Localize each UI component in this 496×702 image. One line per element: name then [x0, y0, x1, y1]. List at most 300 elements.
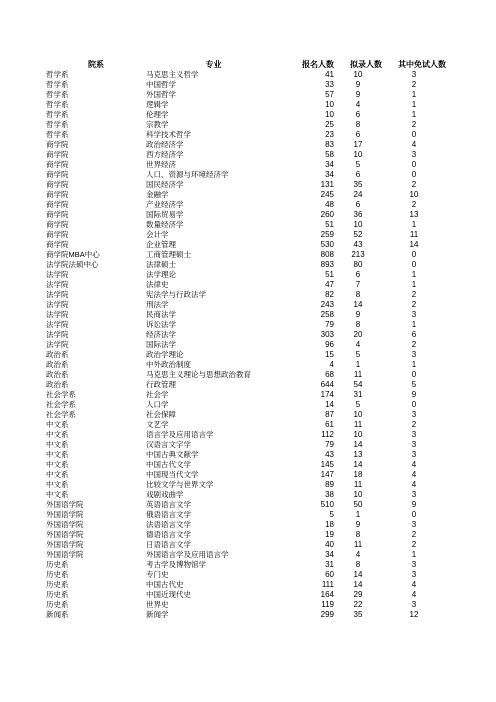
major-cell: 马克思主义理论与思想政治教育: [146, 370, 251, 379]
exempt-cell: 2: [411, 120, 417, 129]
applied-cell: 61: [325, 420, 334, 429]
admitted-cell: 8: [355, 290, 361, 299]
applied-cell: 79: [325, 440, 334, 449]
applied-cell: 87: [325, 410, 334, 419]
table-row: [46, 490, 446, 500]
table-row: [46, 400, 446, 410]
dept-cell: 中文系: [46, 490, 69, 499]
exempt-cell: 9: [411, 390, 417, 399]
applied-cell: 34: [325, 160, 334, 169]
table-row: [46, 200, 446, 210]
applied-cell: 808: [320, 250, 334, 259]
admitted-cell: 9: [355, 90, 361, 99]
major-cell: 中国哲学: [146, 80, 176, 89]
exempt-cell: 3: [411, 600, 417, 609]
major-cell: 社会保障: [146, 410, 176, 419]
admitted-cell: 18: [353, 470, 363, 479]
exempt-cell: 0: [411, 370, 417, 379]
major-cell: 国民经济学: [146, 180, 184, 189]
table-row: [46, 290, 446, 300]
applied-cell: 31: [325, 560, 334, 569]
exempt-cell: 1: [411, 320, 417, 329]
table-row: [46, 160, 446, 170]
admitted-cell: 80: [353, 260, 363, 269]
table-row: [46, 120, 446, 130]
exempt-cell: 12: [409, 610, 419, 619]
dept-cell: 中文系: [46, 420, 69, 429]
exempt-cell: 4: [411, 580, 417, 589]
admitted-cell: 9: [355, 310, 361, 319]
table-row: [46, 350, 446, 360]
major-cell: 科学技术哲学: [146, 130, 191, 139]
applied-cell: 51: [325, 270, 334, 279]
exempt-cell: 2: [411, 420, 417, 429]
table-row: [46, 340, 446, 350]
table-row: [46, 250, 446, 260]
exempt-cell: 2: [411, 340, 417, 349]
dept-cell: 中文系: [46, 430, 69, 439]
dept-cell: 商学院: [46, 230, 69, 239]
major-cell: 行政管理: [146, 380, 176, 389]
exempt-cell: 3: [411, 430, 417, 439]
table-row: [46, 140, 446, 150]
dept-cell: 中文系: [46, 440, 69, 449]
major-cell: 中外政治制度: [146, 360, 191, 369]
table-row: [46, 520, 446, 530]
admitted-cell: 9: [355, 520, 361, 529]
table-row: [46, 90, 446, 100]
dept-cell: 历史系: [46, 580, 69, 589]
table-row: [46, 560, 446, 570]
exempt-cell: 4: [411, 590, 417, 599]
exempt-cell: 0: [411, 250, 417, 259]
exempt-cell: 1: [411, 220, 417, 229]
exempt-cell: 3: [411, 150, 417, 159]
applied-cell: 25: [325, 120, 334, 129]
exempt-cell: 1: [411, 360, 417, 369]
dept-cell: 哲学系: [46, 70, 69, 79]
table-row: [46, 440, 446, 450]
major-cell: 中国近现代史: [146, 590, 191, 599]
applied-cell: 14: [325, 400, 334, 409]
admitted-cell: 6: [355, 200, 361, 209]
applied-cell: 34: [325, 550, 334, 559]
major-cell: 伦理学: [146, 110, 169, 119]
major-cell: 人口学: [146, 400, 169, 409]
exempt-cell: 0: [411, 160, 417, 169]
header-applied: 报名人数: [302, 59, 334, 69]
table-row: [46, 510, 446, 520]
exempt-cell: 2: [411, 180, 417, 189]
major-cell: 法律硕士: [146, 260, 176, 269]
dept-cell: 政治系: [46, 360, 69, 369]
major-cell: 诉讼法学: [146, 320, 176, 329]
major-cell: 俄语语言文学: [146, 510, 191, 519]
major-cell: 中国现当代文学: [146, 470, 199, 479]
applied-cell: 60: [325, 570, 334, 579]
exempt-cell: 3: [411, 490, 417, 499]
major-cell: 宪法学与行政法学: [146, 290, 206, 299]
major-cell: 西方经济学: [146, 150, 184, 159]
admitted-cell: 35: [353, 610, 363, 619]
applied-cell: 260: [320, 210, 334, 219]
table-row: [46, 220, 446, 230]
dept-cell: 中文系: [46, 460, 69, 469]
applied-cell: 243: [320, 300, 334, 309]
applied-cell: 47: [325, 280, 334, 289]
dept-cell: 商学院: [46, 170, 69, 179]
dept-cell: 法学院: [46, 340, 69, 349]
exempt-cell: 3: [411, 440, 417, 449]
exempt-cell: 2: [411, 540, 417, 549]
major-cell: 戏剧戏曲学: [146, 490, 184, 499]
table-row: [46, 300, 446, 310]
dept-cell: 法学院: [46, 270, 69, 279]
exempt-cell: 2: [411, 300, 417, 309]
major-cell: 政治经济学: [146, 140, 184, 149]
admitted-cell: 10: [353, 490, 363, 499]
exempt-cell: 13: [409, 210, 419, 219]
admitted-cell: 17: [353, 140, 363, 149]
applied-cell: 43: [325, 450, 334, 459]
major-cell: 宗教学: [146, 120, 169, 129]
admitted-cell: 43: [353, 240, 363, 249]
dept-cell: 商学院MBA中心: [46, 250, 100, 259]
major-cell: 日语语言文学: [146, 540, 191, 549]
dept-cell: 外国语学院: [46, 530, 84, 539]
major-cell: 英语语言文学: [146, 500, 191, 509]
exempt-cell: 0: [411, 510, 417, 519]
dept-cell: 商学院: [46, 200, 69, 209]
exempt-cell: 1: [411, 110, 417, 119]
major-cell: 国际法学: [146, 340, 176, 349]
table-row: [46, 580, 446, 590]
table-row: [46, 230, 446, 240]
admitted-cell: 7: [355, 280, 361, 289]
major-cell: 产业经济学: [146, 200, 184, 209]
exempt-cell: 3: [411, 310, 417, 319]
dept-cell: 历史系: [46, 600, 69, 609]
admitted-cell: 213: [351, 250, 365, 259]
admitted-cell: 5: [355, 400, 361, 409]
table-row: [46, 210, 446, 220]
table-row: [46, 270, 446, 280]
admitted-cell: 13: [353, 450, 363, 459]
applied-cell: 119: [321, 600, 334, 609]
dept-cell: 历史系: [46, 590, 69, 599]
dept-cell: 法学院: [46, 310, 69, 319]
admitted-cell: 14: [353, 300, 363, 309]
applied-cell: 89: [325, 480, 334, 489]
table-row: [46, 450, 446, 460]
table-row: [46, 110, 446, 120]
dept-cell: 法学院: [46, 290, 69, 299]
admitted-cell: 36: [353, 210, 363, 219]
admitted-cell: 6: [355, 170, 361, 179]
header-admitted: 拟录人数: [350, 59, 382, 69]
major-cell: 中国古代史: [146, 580, 184, 589]
table-row: [46, 170, 446, 180]
dept-cell: 外国语学院: [46, 520, 84, 529]
admitted-cell: 10: [353, 430, 363, 439]
admitted-cell: 52: [353, 230, 363, 239]
dept-cell: 商学院: [46, 150, 69, 159]
admitted-cell: 29: [353, 590, 363, 599]
applied-cell: 34: [325, 170, 334, 179]
admitted-cell: 11: [353, 480, 363, 489]
admitted-cell: 8: [355, 560, 361, 569]
admitted-cell: 6: [355, 130, 361, 139]
exempt-cell: 2: [411, 530, 417, 539]
exempt-cell: 3: [411, 70, 417, 79]
admitted-cell: 11: [353, 540, 363, 549]
table-row: [46, 370, 446, 380]
major-cell: 德语语言文学: [146, 530, 191, 539]
dept-cell: 商学院: [46, 140, 69, 149]
applied-cell: 51: [325, 220, 334, 229]
admitted-cell: 6: [355, 110, 361, 119]
dept-cell: 商学院: [46, 160, 69, 169]
applied-cell: 530: [320, 240, 334, 249]
applied-cell: 82: [325, 290, 334, 299]
exempt-cell: 5: [411, 380, 417, 389]
applied-cell: 10: [325, 110, 334, 119]
admitted-cell: 5: [355, 160, 361, 169]
exempt-cell: 9: [411, 500, 417, 509]
admitted-cell: 24: [353, 190, 363, 199]
dept-cell: 商学院: [46, 190, 69, 199]
dept-cell: 历史系: [46, 570, 69, 579]
admitted-cell: 10: [353, 220, 363, 229]
exempt-cell: 1: [411, 100, 417, 109]
major-cell: 汉语言文字学: [146, 440, 191, 449]
exempt-cell: 1: [411, 550, 417, 559]
exempt-cell: 11: [409, 230, 419, 239]
applied-cell: 303: [320, 330, 334, 339]
exempt-cell: 6: [411, 330, 417, 339]
dept-cell: 法学院: [46, 280, 69, 289]
exempt-cell: 3: [411, 350, 417, 359]
table-row: [46, 330, 446, 340]
table-row: [46, 70, 446, 80]
exempt-cell: 0: [411, 400, 417, 409]
admitted-cell: 4: [355, 550, 361, 559]
major-cell: 企业管理: [146, 240, 176, 249]
major-cell: 经济法学: [146, 330, 176, 339]
major-cell: 会计学: [146, 230, 169, 239]
dept-cell: 中文系: [46, 470, 69, 479]
table-row: [46, 280, 446, 290]
admitted-cell: 11: [353, 370, 363, 379]
table-row: [46, 550, 446, 560]
major-cell: 政治学理论: [146, 350, 184, 359]
applied-cell: 510: [320, 500, 334, 509]
major-cell: 世界经济: [146, 160, 176, 169]
dept-cell: 哲学系: [46, 90, 69, 99]
table-row: [46, 360, 446, 370]
admitted-cell: 4: [355, 100, 361, 109]
applied-cell: 68: [325, 370, 334, 379]
applied-cell: 33: [325, 80, 334, 89]
table-row: [46, 570, 446, 580]
dept-cell: 哲学系: [46, 80, 69, 89]
admitted-cell: 14: [353, 460, 363, 469]
admitted-cell: 10: [353, 70, 363, 79]
applied-cell: 644: [320, 380, 334, 389]
exempt-cell: 0: [411, 260, 417, 269]
major-cell: 数量经济学: [146, 220, 184, 229]
admitted-cell: 50: [353, 500, 363, 509]
major-cell: 法律史: [146, 280, 169, 289]
admitted-cell: 8: [355, 120, 361, 129]
dept-cell: 法学院: [46, 300, 69, 309]
admitted-cell: 10: [353, 410, 363, 419]
table-row: [46, 460, 446, 470]
applied-cell: 41: [325, 70, 334, 79]
exempt-cell: 1: [411, 270, 417, 279]
applied-cell: 38: [325, 490, 334, 499]
applied-cell: 96: [325, 340, 334, 349]
admitted-cell: 9: [355, 80, 361, 89]
table-row: [46, 380, 446, 390]
applied-cell: 23: [325, 130, 334, 139]
dept-cell: 政治系: [46, 370, 69, 379]
table-row: [46, 310, 446, 320]
applied-cell: 40: [325, 540, 334, 549]
table-row: [46, 480, 446, 490]
admitted-cell: 8: [355, 320, 361, 329]
admitted-cell: 14: [353, 440, 363, 449]
admitted-cell: 5: [355, 350, 361, 359]
exempt-cell: 3: [411, 410, 417, 419]
table-row: [46, 470, 446, 480]
dept-cell: 政治系: [46, 380, 69, 389]
applied-cell: 48: [325, 200, 334, 209]
table-row: [46, 190, 446, 200]
applied-cell: 164: [320, 590, 334, 599]
major-cell: 世界史: [146, 600, 169, 609]
exempt-cell: 3: [411, 520, 417, 529]
major-cell: 国际贸易学: [146, 210, 184, 219]
table-row: [46, 530, 446, 540]
exempt-cell: 2: [411, 200, 417, 209]
applied-cell: 299: [320, 610, 334, 619]
exempt-cell: 1: [411, 280, 417, 289]
dept-cell: 中文系: [46, 450, 69, 459]
exempt-cell: 4: [411, 140, 417, 149]
table-row: [46, 410, 446, 420]
dept-cell: 哲学系: [46, 130, 69, 139]
major-cell: 外国语言学及应用语言学: [146, 550, 229, 559]
applied-cell: 79: [325, 320, 334, 329]
dept-cell: 新闻系: [46, 610, 69, 619]
exempt-cell: 0: [411, 130, 417, 139]
applied-cell: 10: [325, 100, 334, 109]
admitted-cell: 22: [353, 600, 363, 609]
major-cell: 人口、资源与环境经济学: [146, 170, 229, 179]
table-row: [46, 600, 446, 610]
exempt-cell: 4: [411, 480, 417, 489]
applied-cell: 258: [320, 310, 334, 319]
admitted-cell: 54: [353, 380, 363, 389]
admitted-cell: 10: [353, 150, 363, 159]
major-cell: 法语语言文学: [146, 520, 191, 529]
admitted-cell: 20: [353, 330, 363, 339]
dept-cell: 商学院: [46, 210, 69, 219]
applied-cell: 174: [320, 390, 334, 399]
applied-cell: 147: [320, 470, 334, 479]
exempt-cell: 1: [411, 90, 417, 99]
dept-cell: 外国语学院: [46, 510, 84, 519]
table-row: [46, 390, 446, 400]
applied-cell: 259: [320, 230, 334, 239]
major-cell: 专门史: [146, 570, 169, 579]
applied-cell: 58: [325, 150, 334, 159]
table-row: [46, 610, 446, 620]
dept-cell: 法学院: [46, 320, 69, 329]
applied-cell: 19: [325, 530, 334, 539]
applied-cell: 245: [320, 190, 334, 199]
exempt-cell: 2: [411, 290, 417, 299]
dept-cell: 中文系: [46, 480, 69, 489]
major-cell: 语言学及应用语言学: [146, 430, 214, 439]
admitted-cell: 11: [353, 420, 363, 429]
table-row: [46, 130, 446, 140]
dept-cell: 历史系: [46, 560, 69, 569]
major-cell: 金融学: [146, 190, 169, 199]
dept-cell: 商学院: [46, 180, 69, 189]
table-row: [46, 150, 446, 160]
admitted-cell: 6: [355, 270, 361, 279]
dept-cell: 哲学系: [46, 110, 69, 119]
exempt-cell: 3: [411, 570, 417, 579]
major-cell: 工商管理硕士: [146, 250, 191, 259]
applied-cell: 57: [325, 90, 334, 99]
dept-cell: 外国语学院: [46, 550, 84, 559]
major-cell: 新闻学: [146, 610, 169, 619]
table-row: [46, 590, 446, 600]
admitted-cell: 1: [355, 510, 361, 519]
dept-cell: 法学院法硕中心: [46, 260, 99, 269]
exempt-cell: 0: [411, 170, 417, 179]
exempt-cell: 14: [409, 240, 419, 249]
applied-cell: 4: [329, 360, 334, 369]
major-cell: 民商法学: [146, 310, 176, 319]
dept-cell: 外国语学院: [46, 540, 84, 549]
applied-cell: 83: [325, 140, 334, 149]
table-row: [46, 320, 446, 330]
header-exempt: 其中免试人数: [398, 59, 446, 69]
dept-cell: 商学院: [46, 220, 69, 229]
major-cell: 文艺学: [146, 420, 169, 429]
applied-cell: 145: [320, 460, 334, 469]
table-row: [46, 100, 446, 110]
major-cell: 中国古典文献学: [146, 450, 199, 459]
admitted-cell: 35: [353, 180, 363, 189]
table-row: [46, 260, 446, 270]
admitted-cell: 8: [355, 530, 361, 539]
exempt-cell: 4: [411, 460, 417, 469]
exempt-cell: 10: [409, 190, 419, 199]
table-row: [46, 500, 446, 510]
applied-cell: 893: [320, 260, 334, 269]
exempt-cell: 3: [411, 560, 417, 569]
dept-cell: 法学院: [46, 330, 69, 339]
header-major: 专业: [205, 59, 222, 69]
admitted-cell: 14: [353, 580, 363, 589]
table-row: [46, 420, 446, 430]
major-cell: 比较文学与世界文学: [146, 480, 214, 489]
